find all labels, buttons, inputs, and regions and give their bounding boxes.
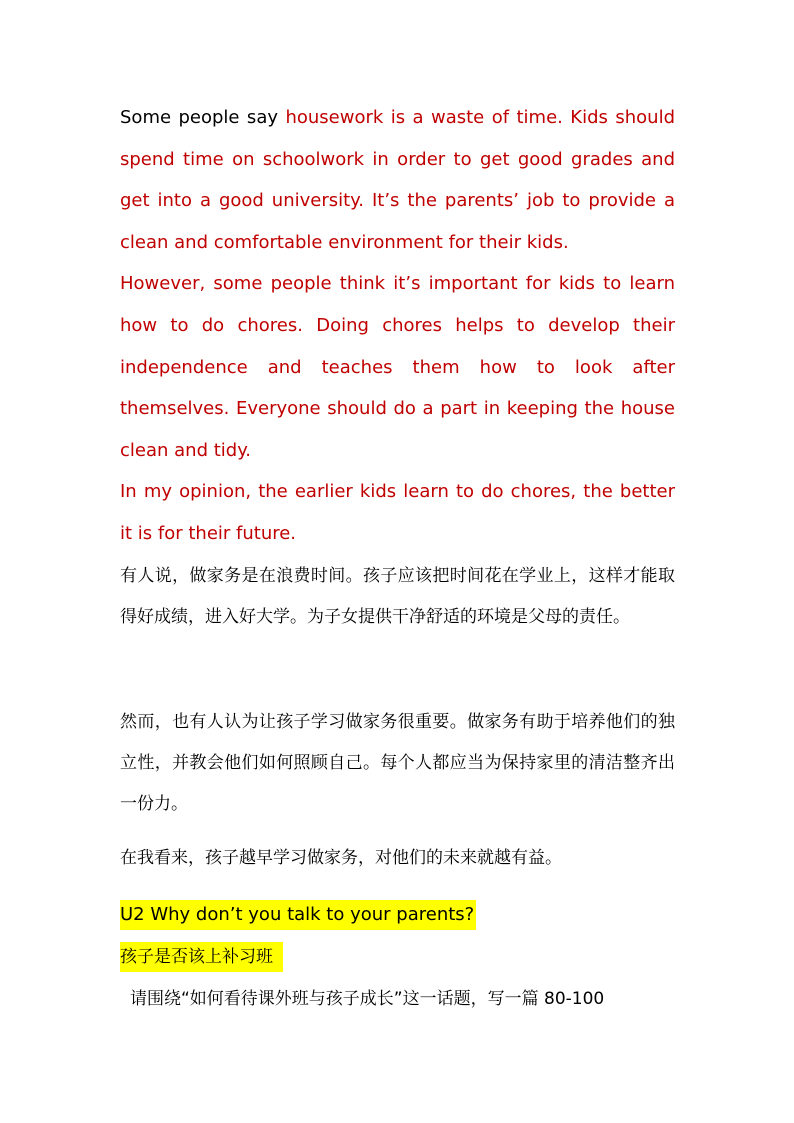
topic-heading: [120, 942, 283, 972]
essay-paragraph-2: However, some people think it’s important for kids to learn how to do chores. Doing chores helps to develop their independence and teaches them how to look after themselves. Everyone should do a part in keeping the house clean and tidy.: [120, 273, 675, 461]
translation-paragraph-1: 有人说，做家务是在浪费时间。孩子应该把时间花在学业上，这样才能取得好成绩，进入好大学。为子女提供干净舒适的环境是父母的责任。: [120, 566, 675, 627]
topic-heading-text: 孩子是否该上补习班: [120, 942, 283, 972]
essay-paragraph-1-highlighted: housework is a waste of time. Kids should spend time on schoolwork in order to get good grades and get into a good university. It’s the parents’ job to provide a clean and comfortable environment for their kids.: [120, 107, 675, 253]
writing-prompt: 请围绕“如何看待课外班与孩子成长”这一话题，写一篇 80-100: [130, 989, 605, 1009]
unit-title-text: U2 Why don’t you talk to your parents?: [120, 900, 476, 930]
essay-paragraph-1-intro: Some people say: [120, 107, 286, 128]
unit-title: [120, 900, 476, 930]
translation-paragraph-2: 然而，也有人认为让孩子学习做家务很重要。做家务有助于培养他们的独立性，并教会他们如何照顾自己。每个人都应当为保持家里的清洁整齐出一份力。: [120, 712, 675, 814]
english-essay: [120, 97, 675, 555]
translation-paragraph-3: 在我看来，孩子越早学习做家务，对他们的未来就越有益。: [120, 848, 562, 868]
essay-paragraph-3: In my opinion, the earlier kids learn to do chores, the better it is for their future.: [120, 481, 675, 544]
essay-paragraph-1: [120, 97, 675, 263]
